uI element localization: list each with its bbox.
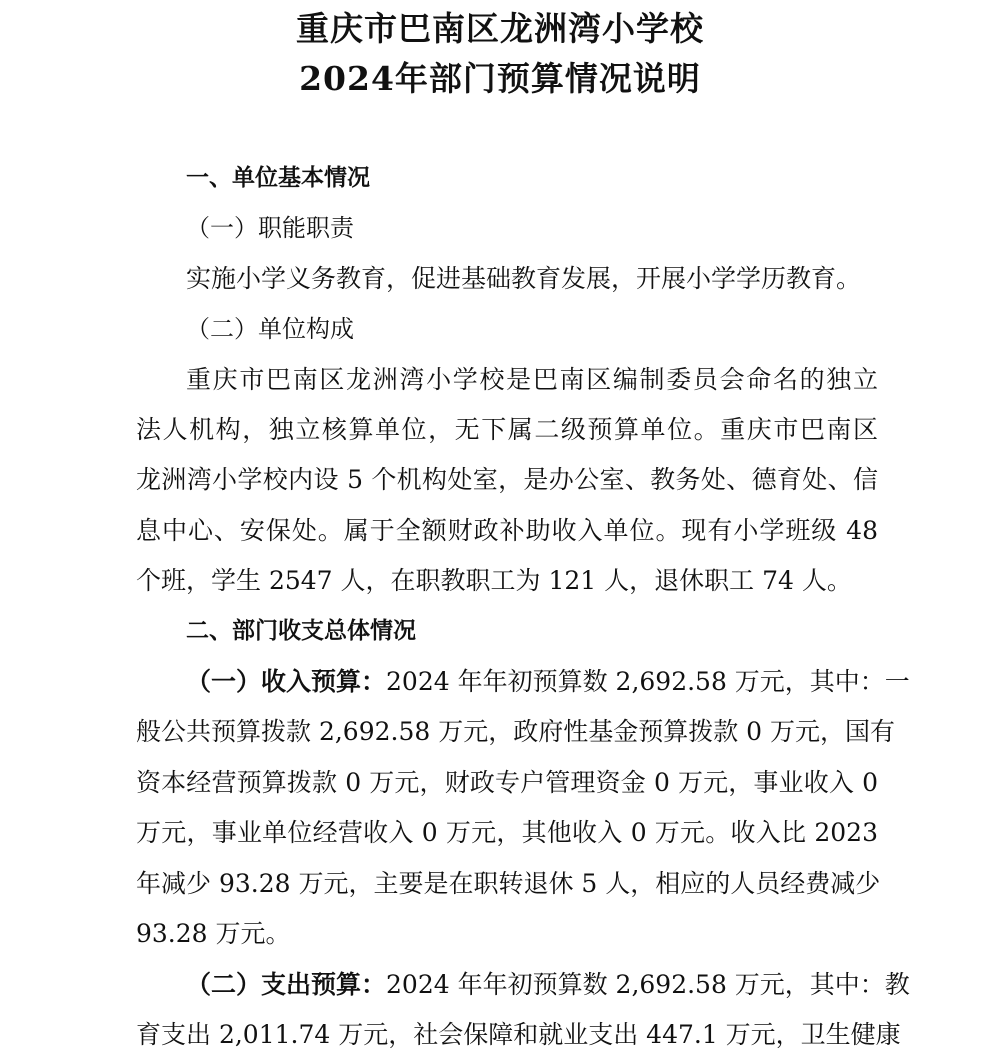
income-line-2 [136, 714, 896, 750]
sub-2-line-1-text: 重庆市巴南区龙洲湾小学校是巴南区编制委员会命名的独立 [186, 365, 878, 394]
income-line-6: 93.28 万元。 [136, 919, 291, 948]
expense-line-2-text: 育支出 2,011.74 万元，社会保障和就业支出 447.1 万元，卫生健康 [136, 1020, 901, 1049]
income-line-1 [186, 664, 910, 700]
expense-line-1-wrap [186, 967, 910, 1003]
sub-2-line-2-text: 法人机构，独立核算单位，无下属二级预算单位。重庆市巴南区 [136, 415, 878, 444]
section-2-heading: 二、部门收支总体情况 [186, 618, 416, 644]
expense-label: （二）支出预算： [186, 970, 387, 999]
income-line-3 [136, 765, 878, 801]
title-line-1: 重庆市巴南区龙洲湾小学校 [296, 9, 704, 48]
sub-2-line-5: 个班，学生 2547 人，在职教职工为 121 人，退休职工 74 人。 [136, 566, 852, 595]
expense-line-2 [136, 1017, 901, 1053]
sub-2-line-3-text: 龙洲湾小学校内设 5 个机构处室，是办公室、教务处、德育处、信 [136, 465, 878, 494]
sub-2-line-4 [136, 513, 878, 549]
income-line-3-text: 资本经营预算拨款 0 万元，财政专户管理资金 0 万元，事业收入 0 [136, 768, 878, 797]
sub-2-line-2 [136, 412, 878, 448]
income-line-5-text: 年减少 93.28 万元，主要是在职转退休 5 人，相应的人员经费减少 [136, 869, 881, 898]
sub-2-line-1 [186, 362, 878, 398]
sub-2-heading: （二）单位构成 [186, 315, 354, 343]
section-1-heading: 一、单位基本情况 [186, 165, 370, 191]
income-line-1-wrap [186, 664, 910, 700]
sub-2-line-3 [136, 462, 878, 498]
income-line-2-text: 般公共预算拨款 2,692.58 万元，政府性基金预算拨款 0 万元，国有 [136, 717, 896, 746]
income-line-4 [136, 815, 878, 851]
income-label: （一）收入预算： [186, 667, 387, 696]
title-line-2: 2024年部门预算情况说明 [299, 59, 701, 98]
sub-1-heading: （一）职能职责 [186, 214, 354, 242]
income-line-4-text: 万元，事业单位经营收入 0 万元，其他收入 0 万元。收入比 2023 [136, 818, 878, 847]
income-line-5 [136, 866, 881, 902]
expense-line-1 [186, 967, 910, 1003]
expense-line-1-text: 2024 年年初预算数 2,692.58 万元，其中：教 [386, 970, 910, 999]
sub-1-text: 实施小学义务教育，促进基础教育发展，开展小学学历教育。 [186, 264, 862, 293]
income-line-1-text: 2024 年年初预算数 2,692.58 万元，其中：一 [386, 667, 910, 696]
sub-2-line-4-text: 息中心、安保处。属于全额财政补助收入单位。现有小学班级 48 [136, 516, 878, 545]
